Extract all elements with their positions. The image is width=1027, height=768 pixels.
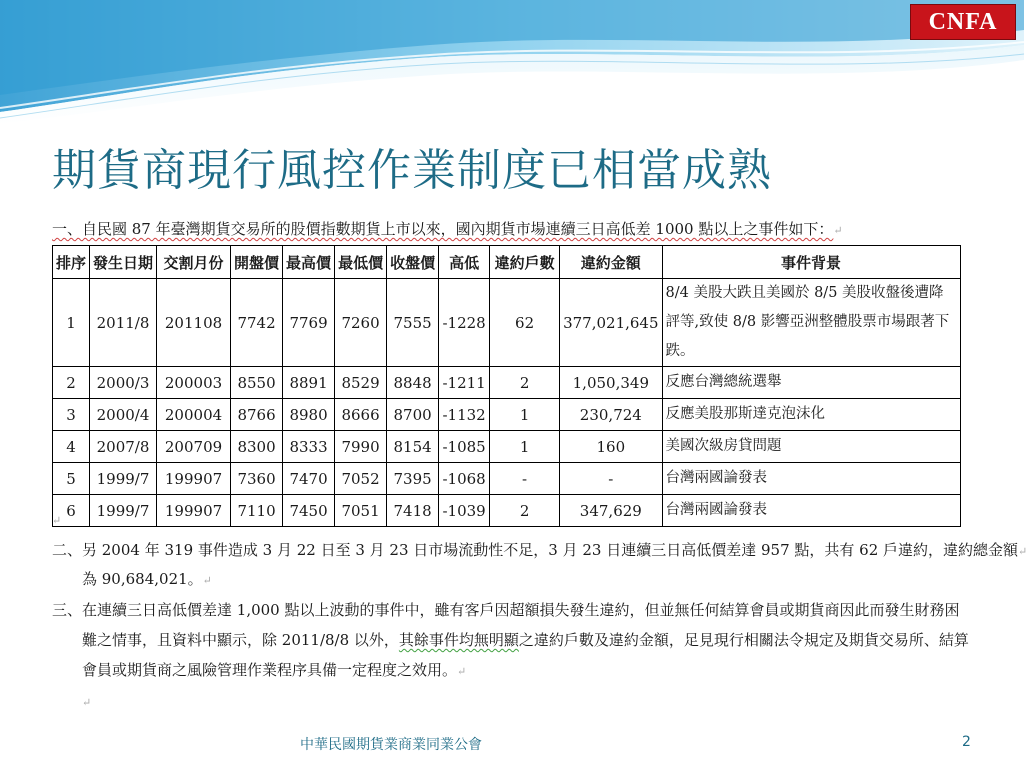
cell-open: 8766 xyxy=(231,399,283,431)
cell-open: 7360 xyxy=(231,463,283,495)
cell-amount: 1,050,349 xyxy=(560,367,662,399)
cell-low: 7052 xyxy=(335,463,387,495)
cell-amount: 377,021,645 xyxy=(560,279,662,367)
cnfa-logo: CNFA xyxy=(910,4,1016,40)
cell-open: 8550 xyxy=(231,367,283,399)
cell-month: 200003 xyxy=(157,367,231,399)
cell-accounts: 62 xyxy=(490,279,560,367)
header-open: 開盤價 xyxy=(231,246,283,279)
cell-background: 台灣兩國論發表 xyxy=(662,495,960,527)
cell-high: 7769 xyxy=(283,279,335,367)
cell-month: 200004 xyxy=(157,399,231,431)
cell-low: 7051 xyxy=(335,495,387,527)
cell-close: 7555 xyxy=(387,279,439,367)
paragraph-mark: ↵ xyxy=(202,574,212,587)
cell-high: 7450 xyxy=(283,495,335,527)
cell-date: 2011/8 xyxy=(90,279,157,367)
cell-accounts: 1 xyxy=(490,431,560,463)
cell-rank: 6 xyxy=(53,495,90,527)
table-row xyxy=(53,463,961,495)
cell-open: 8300 xyxy=(231,431,283,463)
cell-rank: 4 xyxy=(53,431,90,463)
cell-range: -1068 xyxy=(439,463,490,495)
event-table xyxy=(52,245,961,527)
header-accounts: 違約戶數 xyxy=(490,246,560,279)
cell-date: 2000/4 xyxy=(90,399,157,431)
table-row xyxy=(53,279,961,367)
paragraph-3-text: 難之情事，且資料中顯示，除 2011/8/8 以外， xyxy=(82,631,399,649)
cell-close: 8154 xyxy=(387,431,439,463)
table-row xyxy=(53,431,961,463)
paragraph-mark: ↵ xyxy=(457,665,467,678)
header-low: 最低價 xyxy=(335,246,387,279)
intro-paragraph xyxy=(52,218,843,239)
paragraph-mark: ↵ xyxy=(1018,545,1027,558)
cell-background: 台灣兩國論發表 xyxy=(662,463,960,495)
cell-rank: 2 xyxy=(53,367,90,399)
slide-title: 期貨商現行風控作業制度已相當成熟 xyxy=(52,145,772,196)
cell-background: 反應美股那斯達克泡沫化 xyxy=(662,399,960,431)
paragraph-2-text: 二、另 2004 年 319 事件造成 3 月 22 日至 3 月 23 日市場流動性不足，3 月 23 日連續三日高低價差達 957 點，共有 62 戶違約，違約總金額 xyxy=(52,541,1019,559)
cell-high: 7470 xyxy=(283,463,335,495)
header-high: 最高價 xyxy=(283,246,335,279)
paragraph-mark: ↵ xyxy=(82,696,92,709)
header-date: 發生日期 xyxy=(90,246,157,279)
cell-month: 199907 xyxy=(157,495,231,527)
cell-amount: - xyxy=(560,463,662,495)
cell-rank: 1 xyxy=(53,279,90,367)
footer-organization: 中華民國期貨業商業同業公會 xyxy=(300,737,482,753)
cell-range: -1228 xyxy=(439,279,490,367)
paragraph-mark: ↵ xyxy=(52,514,62,527)
cell-accounts: 2 xyxy=(490,367,560,399)
paragraph-3-line-3 xyxy=(82,659,466,680)
paragraph-2-line-1 xyxy=(52,539,1027,560)
cell-amount: 347,629 xyxy=(560,495,662,527)
paragraph-3-line-1 xyxy=(52,599,959,620)
cell-amount: 230,724 xyxy=(560,399,662,431)
cell-close: 8700 xyxy=(387,399,439,431)
cell-date: 2000/3 xyxy=(90,367,157,399)
cell-accounts: - xyxy=(490,463,560,495)
cell-month: 200709 xyxy=(157,431,231,463)
cell-month: 199907 xyxy=(157,463,231,495)
page-number: 2 xyxy=(962,734,971,750)
cell-amount: 160 xyxy=(560,431,662,463)
header-amount: 違約金額 xyxy=(560,246,662,279)
cell-background: 反應台灣總統選舉 xyxy=(662,367,960,399)
paragraph-2-line-2 xyxy=(82,568,212,589)
cell-background: 美國次級房貸問題 xyxy=(662,431,960,463)
header-rank: 排序 xyxy=(53,246,90,279)
cell-low: 7990 xyxy=(335,431,387,463)
cell-range: -1132 xyxy=(439,399,490,431)
paragraph-3-text: 會員或期貨商之風險管理作業程序具備一定程度之效用。 xyxy=(82,661,458,679)
cell-rank: 5 xyxy=(53,463,90,495)
header-range: 高低 xyxy=(439,246,490,279)
cell-rank: 3 xyxy=(53,399,90,431)
header-close: 收盤價 xyxy=(387,246,439,279)
cell-range: -1085 xyxy=(439,431,490,463)
cell-high: 8333 xyxy=(283,431,335,463)
embedded-document xyxy=(46,212,1027,712)
header-background: 事件背景 xyxy=(662,246,960,279)
cell-close: 7395 xyxy=(387,463,439,495)
paragraph-mark: ↵ xyxy=(833,224,843,237)
table-header-row xyxy=(53,246,961,279)
paragraph-2-text: 為 90,684,021。 xyxy=(82,570,203,588)
cell-date: 2007/8 xyxy=(90,431,157,463)
cell-high: 8891 xyxy=(283,367,335,399)
cell-low: 8666 xyxy=(335,399,387,431)
cell-low: 7260 xyxy=(335,279,387,367)
header-wave-decoration xyxy=(0,0,1024,130)
cell-date: 1999/7 xyxy=(90,495,157,527)
cell-open: 7110 xyxy=(231,495,283,527)
table-row xyxy=(53,367,961,399)
paragraph-3-line-2 xyxy=(82,629,969,650)
cell-range: -1039 xyxy=(439,495,490,527)
header-month: 交割月份 xyxy=(157,246,231,279)
cell-accounts: 1 xyxy=(490,399,560,431)
cell-close: 7418 xyxy=(387,495,439,527)
cell-accounts: 2 xyxy=(490,495,560,527)
cell-low: 8529 xyxy=(335,367,387,399)
cell-date: 1999/7 xyxy=(90,463,157,495)
table-row xyxy=(53,495,961,527)
paragraph-3-text: 之違約戶數及違約金額，足見現行相關法令規定及期貨交易所、結算 xyxy=(518,631,969,649)
cell-month: 201108 xyxy=(157,279,231,367)
paragraph-3-highlight: 其餘事件均無明顯 xyxy=(398,631,519,649)
cell-high: 8980 xyxy=(283,399,335,431)
empty-paragraph xyxy=(52,510,61,528)
empty-paragraph xyxy=(82,692,91,710)
cell-open: 7742 xyxy=(231,279,283,367)
paragraph-3-text: 三、在連續三日高低價差達 1,000 點以上波動的事件中，雖有客戶因超額損失發生違約，但並無任何結算會員或期貨商因此而發生財務困 xyxy=(52,601,960,619)
intro-text: 一、自民國 87 年臺灣期貨交易所的股價指數期貨上市以來，國內期貨市場連續三日高低差 1000 點以上之事件如下： xyxy=(52,220,834,238)
table-row xyxy=(53,399,961,431)
cell-background: 8/4 美股大跌且美國於 8/5 美股收盤後遭降評等,致使 8/8 影響亞洲整體股票市場跟著下跌。 xyxy=(662,279,960,367)
cell-range: -1211 xyxy=(439,367,490,399)
cell-close: 8848 xyxy=(387,367,439,399)
